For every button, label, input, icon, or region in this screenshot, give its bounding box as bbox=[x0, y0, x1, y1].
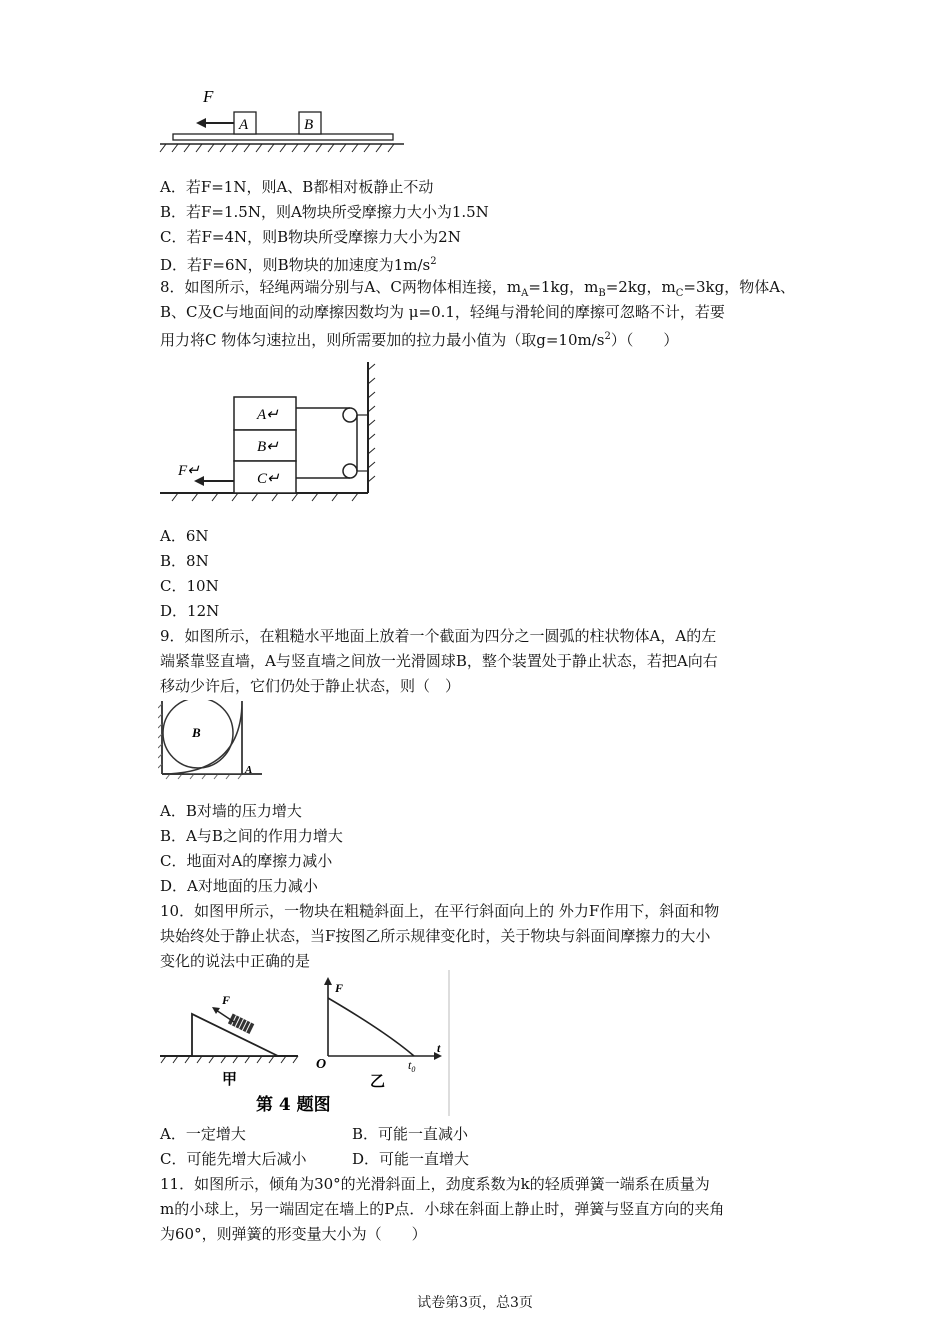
q10-option-d: D．可能一直增大 bbox=[352, 1150, 470, 1168]
q7-force-label: F bbox=[203, 87, 214, 106]
q7-option-c: C．若F=4N，则B物块所受摩擦力大小为2N bbox=[160, 228, 461, 246]
q9-option-c: C．地面对A的摩擦力减小 bbox=[160, 852, 333, 870]
q11-stem-line2: m的小球上，另一端固定在墙上的P点．小球在斜面上静止时，弹簧与竖直方向的夹角 bbox=[160, 1200, 725, 1218]
q10-figure bbox=[156, 970, 456, 1120]
q8-option-c: C．10N bbox=[160, 577, 219, 595]
q10-label-yi: 乙 bbox=[370, 1072, 386, 1090]
q8-label-c: C↵ bbox=[257, 471, 280, 487]
q8-stem-line1: 8．如图所示，轻绳两端分别与A、C两物体相连接，$m_A=1kg$，$m_B=2kg$，$m_C=3kg$，物体A、 bbox=[160, 278, 796, 299]
q7-option-b: B．若F=1.5N，则A物块所受摩擦力大小为1.5N bbox=[160, 203, 489, 221]
q10-stem-line1: 10．如图甲所示，一物块在粗糙斜面上，在平行斜面向上的 外力F作用下，斜面和物 bbox=[160, 902, 720, 920]
q10-stem-line3: 变化的说法中正确的是 bbox=[160, 952, 311, 970]
q8-label-b: B↵ bbox=[257, 439, 279, 455]
q10-origin: O bbox=[316, 1057, 327, 1072]
q7-option-a: A．若F=1N，则A、B都相对板静止不动 bbox=[160, 178, 434, 196]
q10-caption: 第 4 题图 bbox=[256, 1095, 331, 1115]
q10-force-label-jia: F bbox=[222, 993, 231, 1007]
q10-t0: $t_0$ bbox=[408, 1058, 416, 1074]
q9-label-b: B bbox=[192, 725, 201, 740]
q10-label-jia: 甲 bbox=[222, 1070, 238, 1088]
q8-pulley-top bbox=[343, 408, 357, 422]
q9-option-b: B．A与B之间的作用力增大 bbox=[160, 827, 343, 845]
page-footer: 试卷第3页，总3页 bbox=[417, 1295, 533, 1311]
q8-option-a: A．6N bbox=[160, 527, 209, 545]
q10-force-graph-line bbox=[328, 998, 414, 1056]
q9-stem-line2: 端紧靠竖直墙，A与竖直墙之间放一光滑圆球B，整个装置处于静止状态，若把A向右 bbox=[160, 652, 718, 670]
q8-option-b: B．8N bbox=[160, 552, 209, 570]
q8-pulley-bottom bbox=[343, 464, 357, 478]
q11-stem-line1: 11．如图所示，倾角为30°的光滑斜面上，劲度系数为k的轻质弹簧一端系在质量为 bbox=[160, 1175, 710, 1193]
q9-label-a: A bbox=[245, 764, 253, 776]
q10-block bbox=[228, 1014, 254, 1034]
q8-stem-line2: B、C及C与地面间的动摩擦因数均为 μ=0.1，轻绳与滑轮间的摩擦可忽略不计，若要 bbox=[160, 303, 725, 321]
q8-label-a: A↵ bbox=[257, 407, 279, 423]
q9-stem-line3: 移动少许后，它们仍处于静止状态，则（ ） bbox=[160, 677, 461, 695]
q9-option-d: D．A对地面的压力减小 bbox=[160, 877, 318, 895]
q9-figure bbox=[158, 700, 268, 780]
q10-stem-line2: 块始终处于静止状态，当F按图乙所示规律变化时，关于物块与斜面间摩擦力的大小 bbox=[160, 927, 711, 945]
q7-block-b-label: B bbox=[304, 117, 314, 133]
q7-block-a-label: A bbox=[239, 117, 249, 133]
q7-figure bbox=[158, 86, 408, 156]
q9-stem-line1: 9．如图所示，在粗糙水平地面上放着一个截面为四分之一圆弧的柱状物体A，A的左 bbox=[160, 627, 717, 645]
q11-stem-line3: 为60°，则弹簧的形变量大小为（ ） bbox=[160, 1225, 427, 1243]
q8-stem-line3: 用力将C 物体匀速拉出，则所需要加的拉力最小值为（取$g=10m/s^2$）（ ） bbox=[160, 331, 679, 349]
q8-label-f: F↵ bbox=[178, 463, 200, 479]
q8-figure bbox=[158, 360, 383, 510]
q10-option-b: B．可能一直减小 bbox=[352, 1125, 469, 1143]
q10-option-c: C．可能先增大后减小 bbox=[160, 1150, 307, 1168]
q9-quarter-arc-block bbox=[162, 701, 242, 774]
q10-axis-t: t bbox=[437, 1041, 441, 1055]
q10-axis-f: F bbox=[335, 981, 344, 995]
q7-option-d: D．若F=6N，则B物块的加速度为$1m/s^2$ bbox=[160, 256, 437, 274]
q9-option-a: A．B对墙的压力增大 bbox=[160, 802, 302, 820]
q8-option-d: D．12N bbox=[160, 602, 220, 620]
q10-option-a: A．一定增大 bbox=[160, 1125, 246, 1143]
